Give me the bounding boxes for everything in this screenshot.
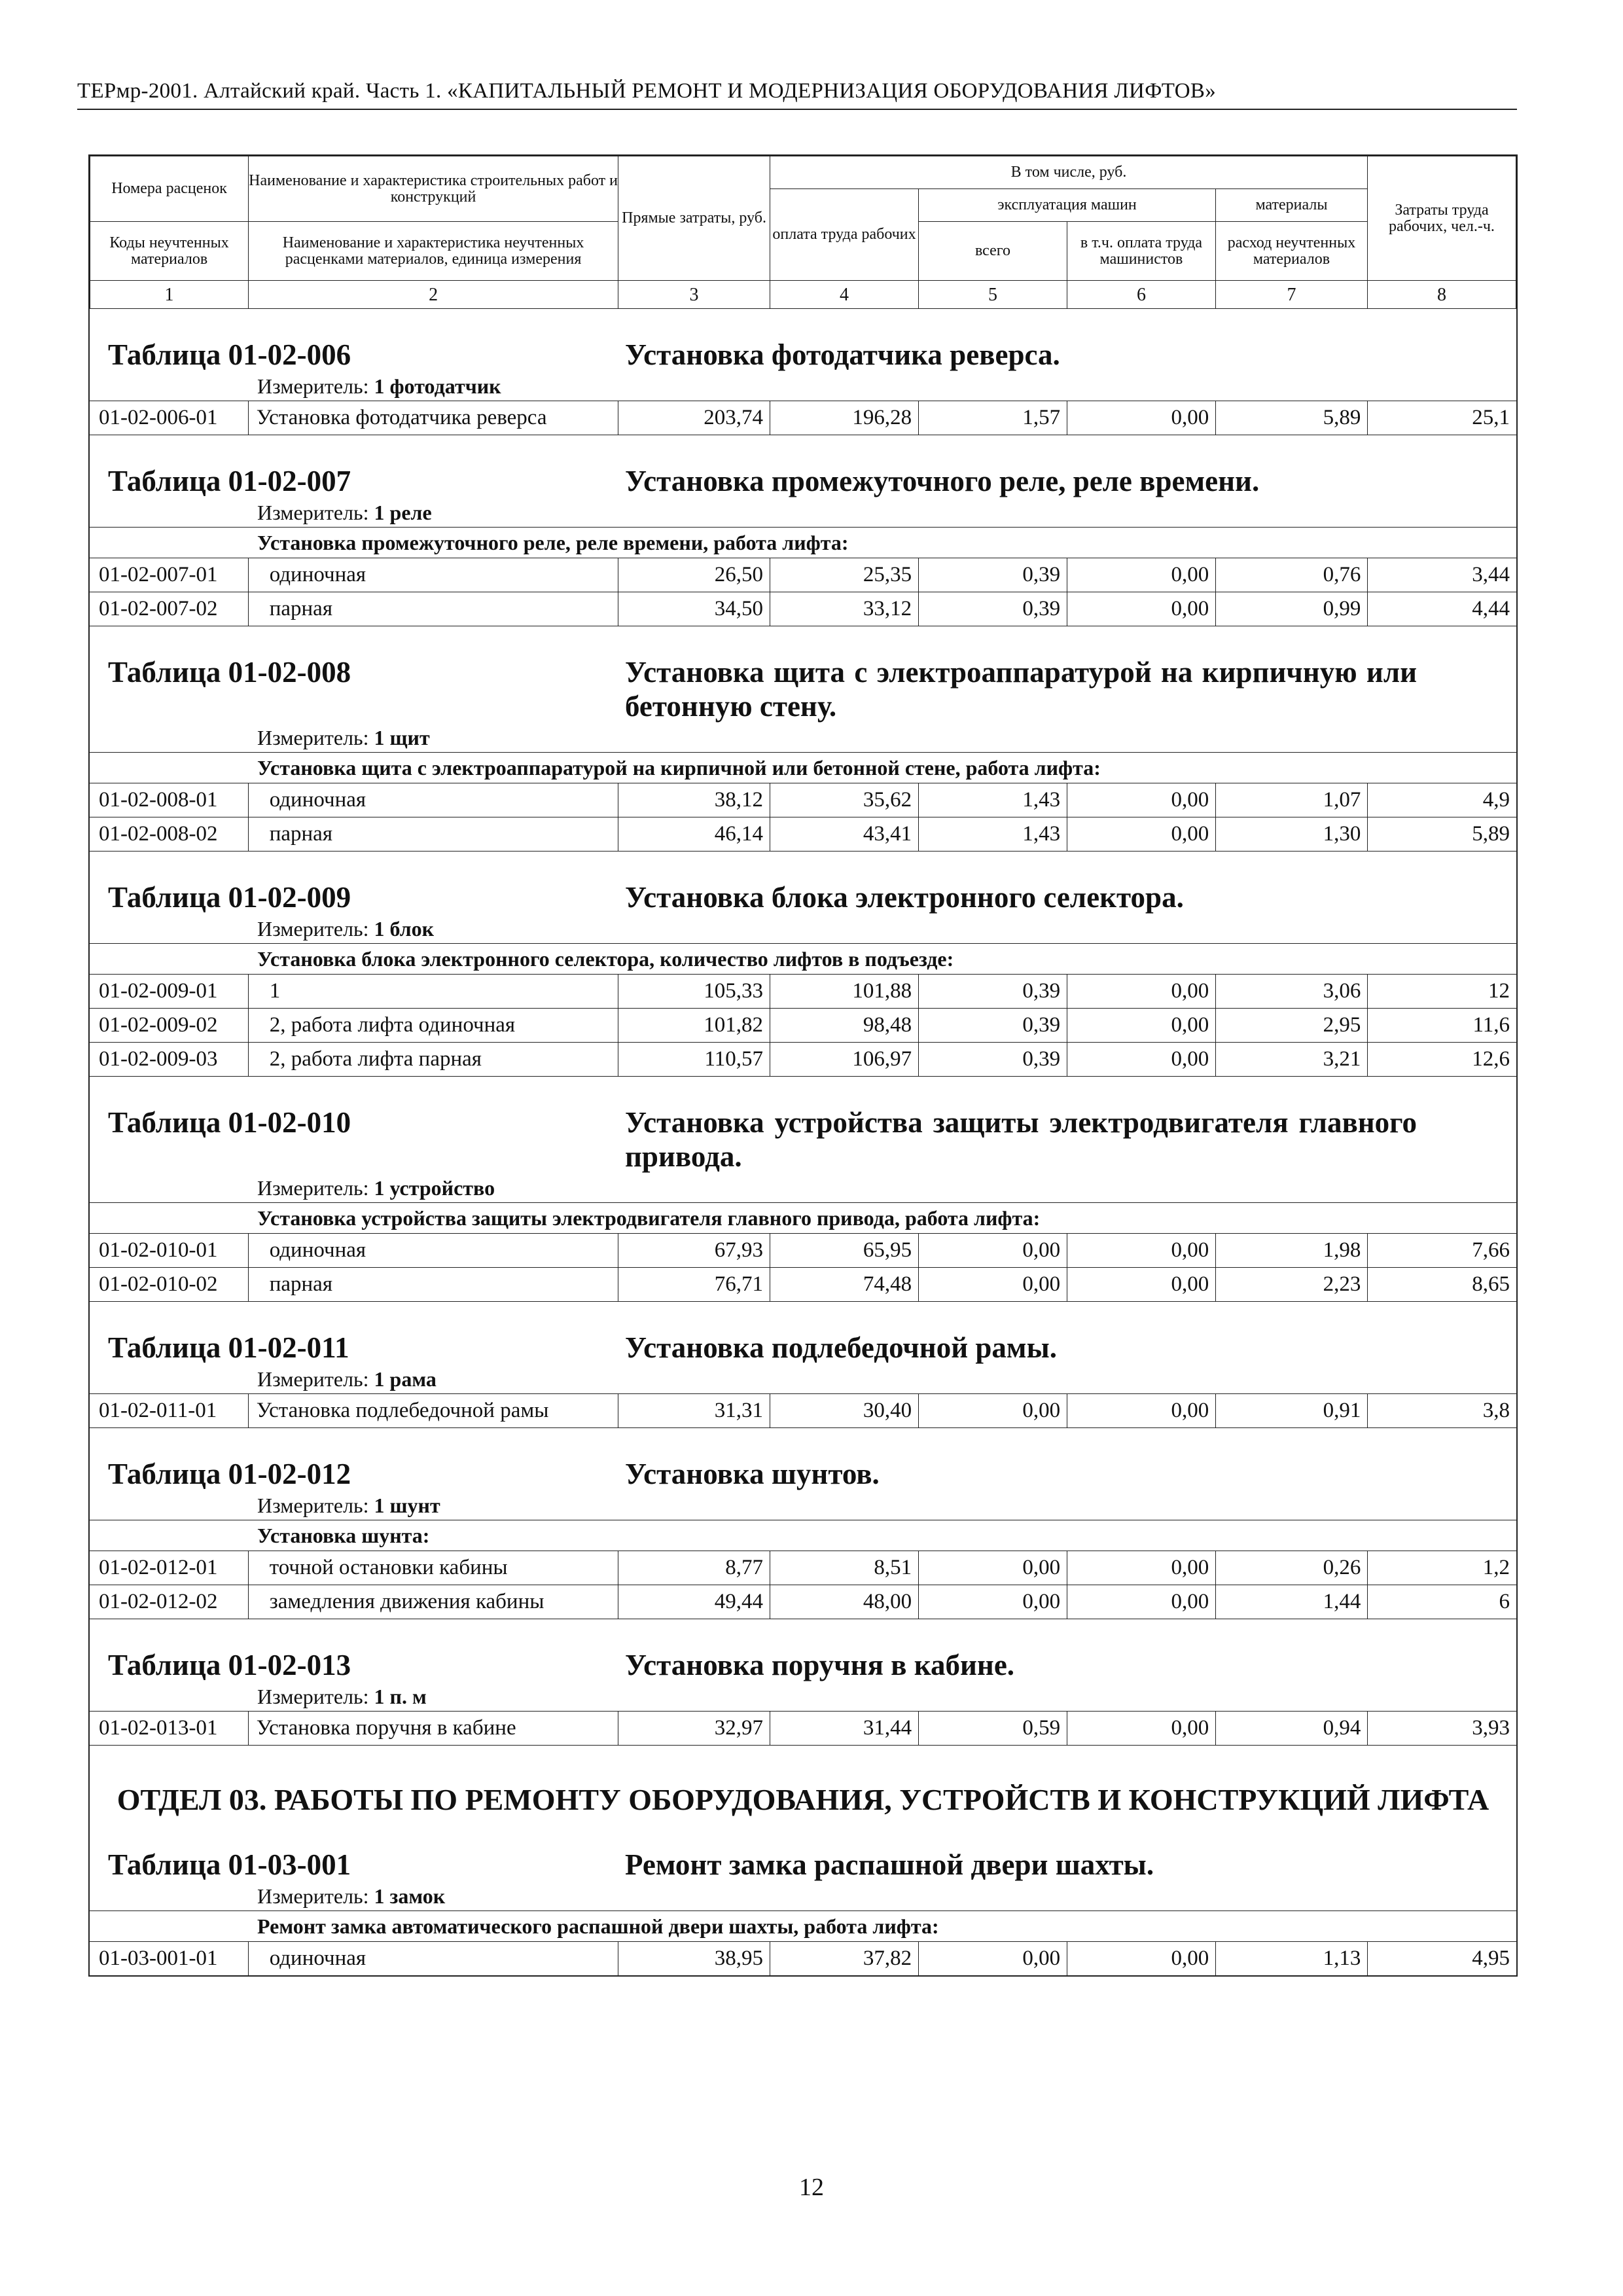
row-value: 76,71 bbox=[618, 1268, 770, 1302]
row-code: 01-02-012-02 bbox=[90, 1585, 248, 1619]
row-value: 8,77 bbox=[618, 1551, 770, 1585]
col-num: 2 bbox=[249, 281, 618, 309]
row-value: 0,00 bbox=[1067, 1009, 1216, 1043]
row-value: 3,8 bbox=[1368, 1394, 1516, 1428]
row-name: замедления движения кабины bbox=[248, 1585, 618, 1619]
row-value: 0,00 bbox=[1067, 975, 1216, 1009]
row-value: 0,00 bbox=[1067, 1234, 1216, 1268]
section-row bbox=[90, 1746, 1516, 1820]
table-title-row bbox=[90, 1819, 1516, 1882]
col-num: 8 bbox=[1367, 281, 1516, 309]
measure-value: 1 рама bbox=[374, 1367, 437, 1391]
measure-row bbox=[90, 723, 1516, 753]
measure-cell bbox=[90, 914, 1516, 944]
table-row bbox=[90, 817, 1516, 852]
row-value: 38,95 bbox=[618, 1942, 770, 1976]
measure-value: 1 реле bbox=[374, 500, 432, 524]
table-name: Установка шунтов. bbox=[625, 1458, 880, 1490]
table-title-cell bbox=[90, 626, 1516, 724]
row-value: 46,14 bbox=[618, 817, 770, 852]
row-value: 3,44 bbox=[1368, 558, 1516, 592]
table-title-row bbox=[90, 309, 1516, 372]
measure-value: 1 устройство bbox=[374, 1175, 495, 1200]
measure-label: Измеритель: bbox=[257, 1884, 369, 1908]
row-value: 0,00 bbox=[919, 1942, 1067, 1976]
row-name: парная bbox=[248, 817, 618, 852]
col-num: 4 bbox=[770, 281, 919, 309]
col-machines: эксплуатация машин bbox=[919, 189, 1216, 222]
row-value: 0,00 bbox=[1067, 1394, 1216, 1428]
col-incl: В том числе, руб. bbox=[770, 156, 1368, 189]
col-materials: материалы bbox=[1215, 189, 1367, 222]
row-name: 2, работа лифта парная bbox=[248, 1043, 618, 1077]
table-code: Таблица 01-03-001 bbox=[108, 1848, 351, 1881]
measure-cell bbox=[90, 1365, 1516, 1394]
row-value: 3,93 bbox=[1368, 1712, 1516, 1746]
row-value: 0,00 bbox=[919, 1551, 1067, 1585]
col-unacc: расход неучтенных материалов bbox=[1215, 222, 1367, 281]
measure-label: Измеритель: bbox=[257, 500, 369, 524]
table-title-row bbox=[90, 1619, 1516, 1683]
table-code: Таблица 01-02-012 bbox=[108, 1458, 351, 1490]
row-value: 4,9 bbox=[1368, 783, 1516, 817]
measure-row bbox=[90, 1491, 1516, 1520]
group-row bbox=[90, 1203, 1516, 1234]
row-value: 0,00 bbox=[1067, 558, 1216, 592]
group-title: Установка блока электронного селектора, количество лифтов в подъезде: bbox=[90, 944, 1516, 975]
row-value: 0,00 bbox=[1067, 1268, 1216, 1302]
row-value: 8,65 bbox=[1368, 1268, 1516, 1302]
row-value: 0,91 bbox=[1216, 1394, 1368, 1428]
row-value: 110,57 bbox=[618, 1043, 770, 1077]
table-row bbox=[90, 401, 1516, 435]
row-value: 0,00 bbox=[1067, 401, 1216, 435]
table-code: Таблица 01-02-013 bbox=[108, 1649, 351, 1681]
page-header: ТЕРмр-2001. Алтайский край. Часть 1. «КАПИТАЛЬНЫЙ РЕМОНТ И МОДЕРНИЗАЦИЯ ОБОРУДОВАНИЯ ЛИФТОВ» bbox=[77, 73, 1517, 110]
row-name: одиночная bbox=[248, 1942, 618, 1976]
row-value: 0,00 bbox=[919, 1394, 1067, 1428]
col-labor: Затраты труда рабочих, чел.-ч. bbox=[1367, 156, 1516, 281]
row-value: 0,39 bbox=[919, 592, 1067, 626]
row-value: 0,00 bbox=[1067, 783, 1216, 817]
table-title bbox=[90, 464, 1516, 498]
table-name: Ремонт замка распашной двери шахты. bbox=[625, 1848, 1154, 1881]
table-title bbox=[90, 1331, 1516, 1365]
group-title: Установка устройства защиты электродвигателя главного привода, работа лифта: bbox=[90, 1203, 1516, 1234]
row-value: 0,00 bbox=[1067, 1043, 1216, 1077]
measure-cell bbox=[90, 723, 1516, 753]
table-row bbox=[90, 1585, 1516, 1619]
table-row bbox=[90, 1551, 1516, 1585]
row-value: 1,43 bbox=[919, 783, 1067, 817]
row-value: 106,97 bbox=[770, 1043, 919, 1077]
row-value: 0,39 bbox=[919, 558, 1067, 592]
row-code: 01-02-012-01 bbox=[90, 1551, 248, 1585]
table-title-row bbox=[90, 1302, 1516, 1365]
row-code: 01-02-009-02 bbox=[90, 1009, 248, 1043]
row-code: 01-02-006-01 bbox=[90, 401, 248, 435]
row-value: 48,00 bbox=[770, 1585, 919, 1619]
table-row bbox=[90, 592, 1516, 626]
measure-row bbox=[90, 914, 1516, 944]
row-name: 2, работа лифта одиночная bbox=[248, 1009, 618, 1043]
row-value: 6 bbox=[1368, 1585, 1516, 1619]
table-name: Установка поручня в кабине. bbox=[625, 1649, 1015, 1681]
row-name: Установка поручня в кабине bbox=[248, 1712, 618, 1746]
table-row bbox=[90, 783, 1516, 817]
group-row bbox=[90, 1911, 1516, 1942]
row-value: 67,93 bbox=[618, 1234, 770, 1268]
measure-row bbox=[90, 372, 1516, 401]
row-value: 49,44 bbox=[618, 1585, 770, 1619]
row-value: 7,66 bbox=[1368, 1234, 1516, 1268]
row-value: 74,48 bbox=[770, 1268, 919, 1302]
row-value: 2,23 bbox=[1216, 1268, 1368, 1302]
col-num: 1 bbox=[90, 281, 249, 309]
row-value: 98,48 bbox=[770, 1009, 919, 1043]
col-name-bottom: Наименование и характеристика неучтенных расценками материалов, единица измерения bbox=[249, 222, 618, 281]
row-value: 26,50 bbox=[618, 558, 770, 592]
table-title-cell bbox=[90, 1302, 1516, 1365]
measure-cell bbox=[90, 372, 1516, 401]
group-row bbox=[90, 528, 1516, 558]
table-title-row bbox=[90, 852, 1516, 915]
table-name: Установка блока электронного селектора. bbox=[625, 881, 1184, 914]
table-name: Установка промежуточного реле, реле времени. bbox=[625, 465, 1260, 497]
group-title: Установка щита с электроаппаратурой на кирпичной или бетонной стене, работа лифта: bbox=[90, 753, 1516, 783]
table-row bbox=[90, 1712, 1516, 1746]
table-title-cell bbox=[90, 852, 1516, 915]
col-code-bottom: Коды неучтенных материалов bbox=[90, 222, 249, 281]
row-code: 01-02-007-01 bbox=[90, 558, 248, 592]
table-row bbox=[90, 1009, 1516, 1043]
row-code: 01-02-009-01 bbox=[90, 975, 248, 1009]
col-direct: Прямые затраты, руб. bbox=[618, 156, 770, 281]
row-value: 196,28 bbox=[770, 401, 919, 435]
row-value: 43,41 bbox=[770, 817, 919, 852]
row-value: 25,1 bbox=[1368, 401, 1516, 435]
row-value: 0,26 bbox=[1216, 1551, 1368, 1585]
table-header bbox=[90, 156, 1516, 309]
row-value: 0,39 bbox=[919, 975, 1067, 1009]
row-value: 0,00 bbox=[1067, 1551, 1216, 1585]
row-name: точной остановки кабины bbox=[248, 1551, 618, 1585]
table-name: Установка щита с электроаппаратурой на кирпичную или бетонную стену. bbox=[625, 656, 1417, 723]
row-value: 12 bbox=[1368, 975, 1516, 1009]
measure-cell bbox=[90, 1682, 1516, 1712]
table-row bbox=[90, 1268, 1516, 1302]
row-value: 101,88 bbox=[770, 975, 919, 1009]
group-row bbox=[90, 944, 1516, 975]
table-title-cell bbox=[90, 309, 1516, 372]
row-value: 37,82 bbox=[770, 1942, 919, 1976]
row-value: 31,44 bbox=[770, 1712, 919, 1746]
row-value: 5,89 bbox=[1368, 817, 1516, 852]
row-value: 1,13 bbox=[1216, 1942, 1368, 1976]
table-title-row bbox=[90, 626, 1516, 724]
table-title-row bbox=[90, 1428, 1516, 1492]
row-value: 30,40 bbox=[770, 1394, 919, 1428]
row-code: 01-03-001-01 bbox=[90, 1942, 248, 1976]
row-value: 0,00 bbox=[919, 1585, 1067, 1619]
table-title-row bbox=[90, 1077, 1516, 1174]
measure-row bbox=[90, 1174, 1516, 1203]
table-code: Таблица 01-02-008 bbox=[108, 656, 351, 689]
group-title: Установка промежуточного реле, реле времени, работа лифта: bbox=[90, 528, 1516, 558]
row-value: 32,97 bbox=[618, 1712, 770, 1746]
col-total: всего bbox=[919, 222, 1067, 281]
table-row bbox=[90, 975, 1516, 1009]
row-value: 203,74 bbox=[618, 401, 770, 435]
measure-row bbox=[90, 498, 1516, 528]
measure-label: Измеритель: bbox=[257, 916, 369, 941]
col-num: 6 bbox=[1067, 281, 1215, 309]
row-value: 0,00 bbox=[1067, 1942, 1216, 1976]
row-value: 0,39 bbox=[919, 1043, 1067, 1077]
row-value: 0,39 bbox=[919, 1009, 1067, 1043]
table-code: Таблица 01-02-010 bbox=[108, 1106, 351, 1139]
row-value: 1,2 bbox=[1368, 1551, 1516, 1585]
table-title-cell bbox=[90, 1077, 1516, 1174]
col-code-top: Номера расценок bbox=[90, 156, 249, 222]
measure-row bbox=[90, 1682, 1516, 1712]
row-value: 1,07 bbox=[1216, 783, 1368, 817]
measure-row bbox=[90, 1365, 1516, 1394]
row-value: 35,62 bbox=[770, 783, 919, 817]
row-name: одиночная bbox=[248, 1234, 618, 1268]
row-value: 101,82 bbox=[618, 1009, 770, 1043]
section-title: ОТДЕЛ 03. РАБОТЫ ПО РЕМОНТУ ОБОРУДОВАНИЯ, УСТРОЙСТВ И КОНСТРУКЦИЙ ЛИФТА bbox=[116, 1783, 1489, 1816]
table-title bbox=[90, 1648, 1516, 1682]
row-code: 01-02-008-01 bbox=[90, 783, 248, 817]
table-name: Установка фотодатчика реверса. bbox=[625, 338, 1060, 371]
measure-value: 1 шунт bbox=[374, 1493, 440, 1517]
row-value: 34,50 bbox=[618, 592, 770, 626]
row-value: 65,95 bbox=[770, 1234, 919, 1268]
row-value: 0,00 bbox=[1067, 1585, 1216, 1619]
row-name: Установка фотодатчика реверса bbox=[248, 401, 618, 435]
measure-value: 1 п. м bbox=[374, 1684, 427, 1708]
row-value: 4,95 bbox=[1368, 1942, 1516, 1976]
table-row bbox=[90, 1394, 1516, 1428]
row-code: 01-02-010-02 bbox=[90, 1268, 248, 1302]
row-name: одиночная bbox=[248, 783, 618, 817]
table-name: Установка подлебедочной рамы. bbox=[625, 1331, 1057, 1364]
row-value: 3,06 bbox=[1216, 975, 1368, 1009]
row-code: 01-02-010-01 bbox=[90, 1234, 248, 1268]
table-code: Таблица 01-02-009 bbox=[108, 881, 351, 914]
table-title-cell bbox=[90, 1619, 1516, 1683]
table-row bbox=[90, 1043, 1516, 1077]
group-title: Установка шунта: bbox=[90, 1520, 1516, 1551]
row-value: 0,59 bbox=[919, 1712, 1067, 1746]
table-title bbox=[90, 880, 1516, 914]
row-value: 11,6 bbox=[1368, 1009, 1516, 1043]
measure-value: 1 блок bbox=[374, 916, 435, 941]
row-name: парная bbox=[248, 1268, 618, 1302]
row-value: 38,12 bbox=[618, 783, 770, 817]
row-value: 0,00 bbox=[1067, 1712, 1216, 1746]
row-value: 3,21 bbox=[1216, 1043, 1368, 1077]
col-labor-pay: оплата труда рабочих bbox=[770, 189, 919, 281]
measure-cell bbox=[90, 498, 1516, 528]
group-title: Ремонт замка автоматического распашной двери шахты, работа лифта: bbox=[90, 1911, 1516, 1942]
row-code: 01-02-009-03 bbox=[90, 1043, 248, 1077]
price-table bbox=[88, 154, 1518, 1977]
table-name: Установка устройства защиты электродвигателя главного привода. bbox=[625, 1106, 1417, 1173]
table-title bbox=[90, 1848, 1516, 1882]
row-value: 0,00 bbox=[1067, 817, 1216, 852]
measure-value: 1 фотодатчик bbox=[374, 374, 501, 398]
measure-label: Измеритель: bbox=[257, 1684, 369, 1708]
measure-cell bbox=[90, 1174, 1516, 1203]
group-row bbox=[90, 1520, 1516, 1551]
row-code: 01-02-013-01 bbox=[90, 1712, 248, 1746]
row-code: 01-02-007-02 bbox=[90, 592, 248, 626]
row-value: 1,98 bbox=[1216, 1234, 1368, 1268]
col-num: 3 bbox=[618, 281, 770, 309]
table-title bbox=[90, 338, 1516, 372]
table-code: Таблица 01-02-011 bbox=[108, 1331, 349, 1364]
measure-label: Измеритель: bbox=[257, 725, 369, 749]
group-row bbox=[90, 753, 1516, 783]
row-value: 25,35 bbox=[770, 558, 919, 592]
row-value: 1,43 bbox=[919, 817, 1067, 852]
page-number: 12 bbox=[799, 2174, 824, 2201]
measure-label: Измеритель: bbox=[257, 374, 369, 398]
table-title-cell bbox=[90, 1819, 1516, 1882]
table-title bbox=[90, 1105, 1516, 1174]
row-name: 1 bbox=[248, 975, 618, 1009]
measure-value: 1 замок bbox=[374, 1884, 446, 1908]
row-name: Установка подлебедочной рамы bbox=[248, 1394, 618, 1428]
row-value: 5,89 bbox=[1216, 401, 1368, 435]
row-value: 4,44 bbox=[1368, 592, 1516, 626]
measure-cell bbox=[90, 1882, 1516, 1911]
table-body bbox=[90, 309, 1516, 1975]
table-code: Таблица 01-02-007 bbox=[108, 465, 351, 497]
measure-value: 1 щит bbox=[374, 725, 430, 749]
row-value: 0,00 bbox=[1067, 592, 1216, 626]
col-incl-pay: в т.ч. оплата труда машинистов bbox=[1067, 222, 1215, 281]
measure-label: Измеритель: bbox=[257, 1367, 369, 1391]
table-title-cell bbox=[90, 1428, 1516, 1492]
row-value: 31,31 bbox=[618, 1394, 770, 1428]
row-value: 12,6 bbox=[1368, 1043, 1516, 1077]
col-num: 5 bbox=[919, 281, 1067, 309]
col-name-top: Наименование и характеристика строительных работ и конструкций bbox=[249, 156, 618, 222]
row-value: 1,57 bbox=[919, 401, 1067, 435]
measure-label: Измеритель: bbox=[257, 1175, 369, 1200]
row-value: 0,00 bbox=[919, 1234, 1067, 1268]
measure-cell bbox=[90, 1491, 1516, 1520]
row-code: 01-02-008-02 bbox=[90, 817, 248, 852]
measure-row bbox=[90, 1882, 1516, 1911]
row-value: 33,12 bbox=[770, 592, 919, 626]
row-name: одиночная bbox=[248, 558, 618, 592]
row-value: 2,95 bbox=[1216, 1009, 1368, 1043]
table-title bbox=[90, 1457, 1516, 1491]
row-value: 1,30 bbox=[1216, 817, 1368, 852]
table-row bbox=[90, 1234, 1516, 1268]
table-title-row bbox=[90, 435, 1516, 499]
row-value: 0,99 bbox=[1216, 592, 1368, 626]
table-row bbox=[90, 1942, 1516, 1976]
row-value: 0,00 bbox=[919, 1268, 1067, 1302]
measure-label: Измеритель: bbox=[257, 1493, 369, 1517]
row-code: 01-02-011-01 bbox=[90, 1394, 248, 1428]
row-value: 0,76 bbox=[1216, 558, 1368, 592]
row-value: 8,51 bbox=[770, 1551, 919, 1585]
table-row bbox=[90, 558, 1516, 592]
row-value: 1,44 bbox=[1216, 1585, 1368, 1619]
table-title-cell bbox=[90, 435, 1516, 499]
row-name: парная bbox=[248, 592, 618, 626]
row-value: 0,94 bbox=[1216, 1712, 1368, 1746]
table-code: Таблица 01-02-006 bbox=[108, 338, 351, 371]
row-value: 105,33 bbox=[618, 975, 770, 1009]
table-title bbox=[90, 655, 1516, 723]
col-num: 7 bbox=[1215, 281, 1367, 309]
